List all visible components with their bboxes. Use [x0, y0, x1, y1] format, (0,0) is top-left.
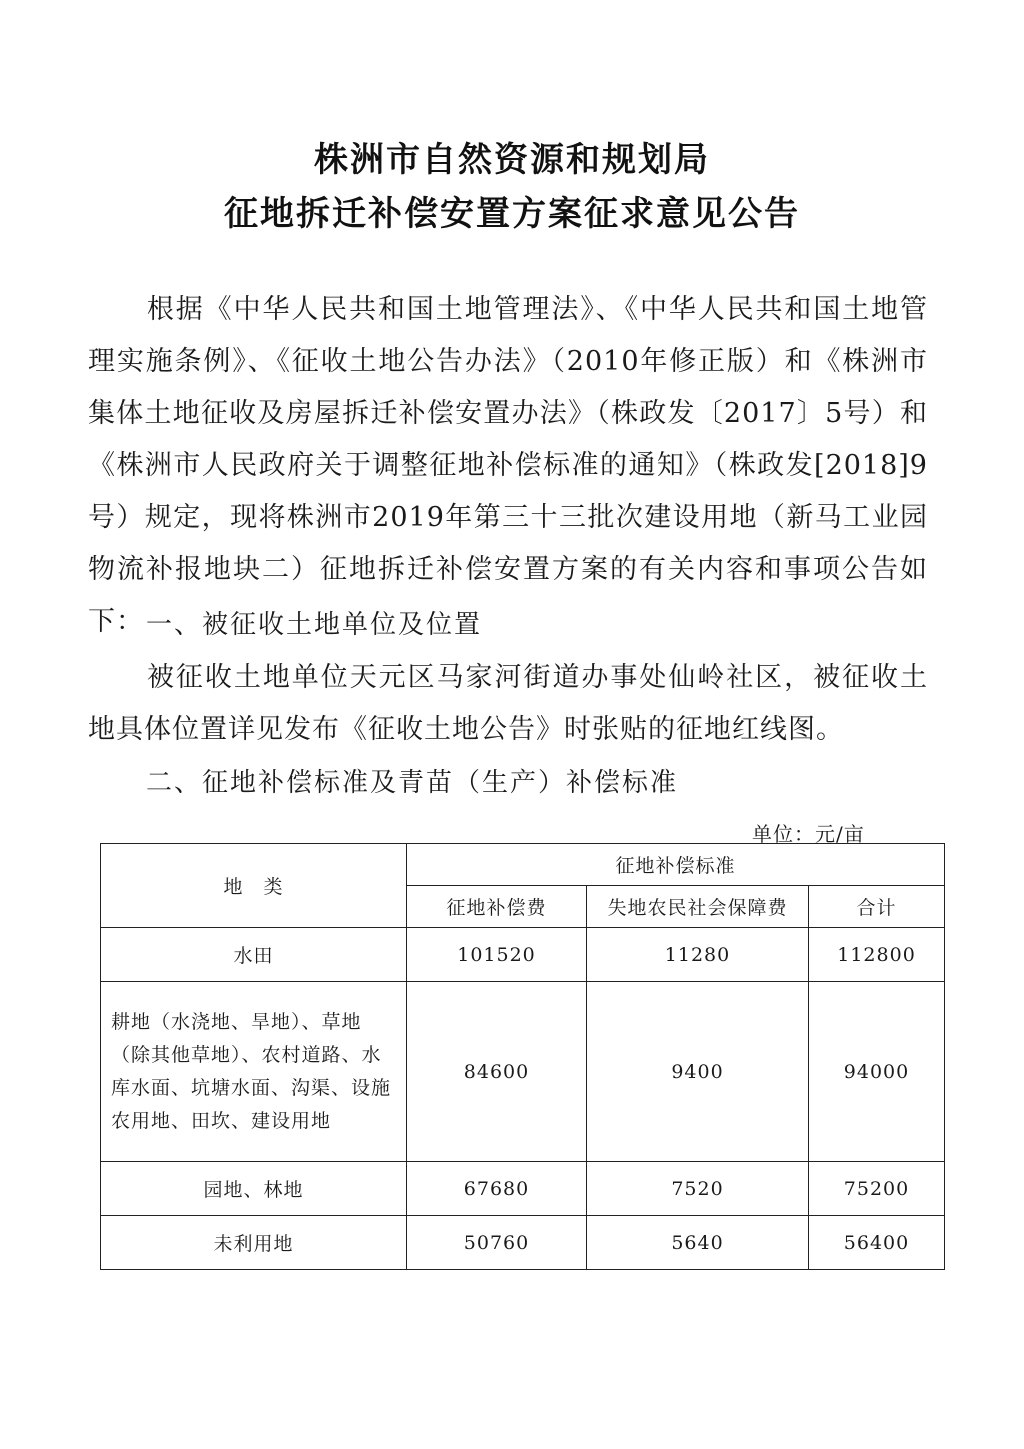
section2-heading: 二、征地补偿标准及青苗（生产）补偿标准 — [146, 768, 679, 798]
social-security-cell: 9400 — [587, 982, 809, 1162]
section1-paragraph-text: 被征收土地单位天元区马家河街道办事处仙岭社区，被征收土地具体位置详见发布《征收土地公告》时张贴的征地红线图。 — [88, 662, 928, 745]
total-cell: 112800 — [809, 928, 945, 982]
social-security-cell: 11280 — [587, 928, 809, 982]
header-social-security: 失地农民社会保障费 — [587, 886, 809, 928]
total-cell: 56400 — [809, 1216, 945, 1270]
compensation-table — [100, 843, 945, 1270]
unit-label: 单位：元/亩 — [752, 822, 865, 846]
social-security-cell: 7520 — [587, 1162, 809, 1216]
intro-paragraph-text: 根据《中华人民共和国土地管理法》、《中华人民共和国土地管理实施条例》、《征收土地公告办法》（2010年修正版）和《株洲市集体土地征收及房屋拆迁补偿安置办法》（株政发〔2017〕5号）和《株洲市人民政府关于调整征地补偿标准的通知》（株政发[2018]9号）规定，现将株洲市2019年第三十三批次建设用地（新马工业园物流补报地块二）征地拆迁补偿安置方案的有关内容和事项公告如下： — [88, 294, 928, 637]
total-cell: 94000 — [809, 982, 945, 1162]
page-title-line2: 征地拆迁补偿安置方案征求意见公告 — [224, 194, 800, 234]
compensation-cell: 50760 — [407, 1216, 587, 1270]
table-header-row — [101, 844, 945, 886]
table-row — [101, 1216, 945, 1270]
social-security-cell: 5640 — [587, 1216, 809, 1270]
land-type-cell: 水田 — [101, 928, 407, 982]
table-row — [101, 1162, 945, 1216]
header-compensation: 征地补偿费 — [407, 886, 587, 928]
header-group: 征地补偿标准 — [407, 844, 945, 886]
compensation-cell: 101520 — [407, 928, 587, 982]
compensation-cell: 67680 — [407, 1162, 587, 1216]
intro-paragraph — [88, 284, 928, 648]
total-cell: 75200 — [809, 1162, 945, 1216]
header-total: 合计 — [809, 886, 945, 928]
land-type-cell: 未利用地 — [101, 1216, 407, 1270]
page-title-line1: 株洲市自然资源和规划局 — [314, 140, 710, 180]
compensation-cell: 84600 — [407, 982, 587, 1162]
table-row — [101, 928, 945, 982]
section1-paragraph — [88, 652, 928, 756]
section1-heading: 一、被征收土地单位及位置 — [146, 610, 483, 640]
table-row — [101, 982, 945, 1162]
land-type-cell: 园地、林地 — [101, 1162, 407, 1216]
land-type-cell: 耕地（水浇地、旱地）、草地（除其他草地）、农村道路、水库水面、坑塘水面、沟渠、设施农用地、田坎、建设用地 — [101, 982, 407, 1162]
header-land-type: 地 类 — [101, 844, 407, 928]
